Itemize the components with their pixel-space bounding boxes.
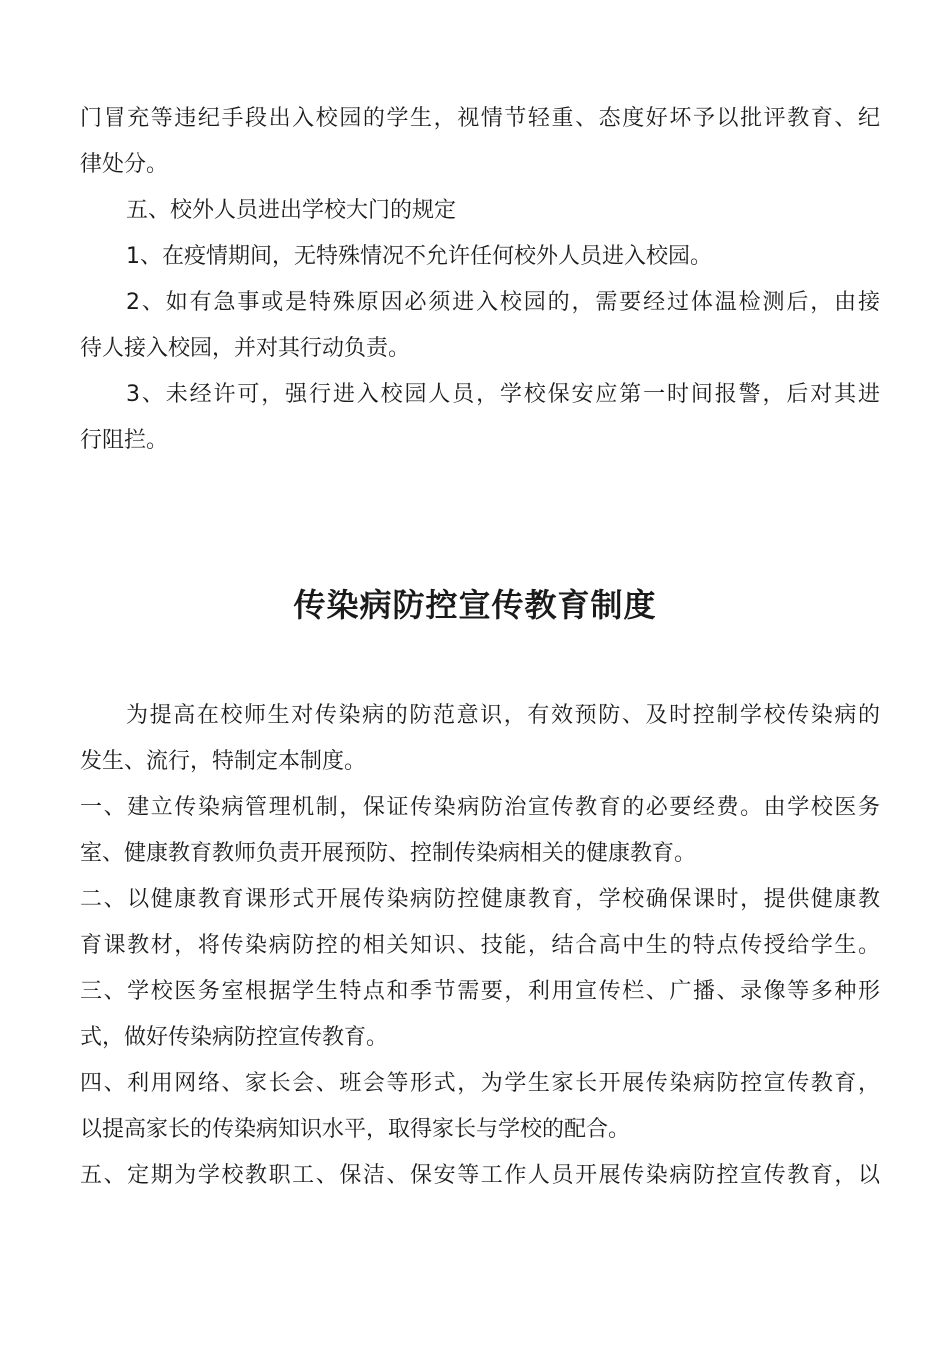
section-heading-visitors: 五、校外人员进出学校大门的规定: [126, 198, 457, 223]
rule-1-line: 室、健康教育教师负责开展预防、控制传染病相关的健康教育。: [80, 841, 697, 866]
visitor-rule-2-line: 2、如有急事或是特殊原因必须进入校园的，需要经过体温检测后，由接: [126, 290, 880, 315]
rule-1-line: 一、建立传染病管理机制，保证传染病防治宣传教育的必要经费。由学校医务: [80, 795, 880, 820]
rule-5-line: 五、定期为学校教职工、保洁、保安等工作人员开展传染病防控宣传教育，以: [80, 1163, 880, 1188]
rule-3-line: 三、学校医务室根据学生特点和季节需要，利用宣传栏、广播、录像等多种形: [80, 979, 880, 1004]
intro-line: 为提高在校师生对传染病的防范意识，有效预防、及时控制学校传染病的: [126, 703, 880, 728]
paragraph-continuation-line: 门冒充等违纪手段出入校园的学生，视情节轻重、态度好坏予以批评教育、纪: [80, 106, 880, 131]
rule-4-line: 以提高家长的传染病知识水平，取得家长与学校的配合。: [80, 1117, 631, 1142]
rule-2-line: 育课教材，将传染病防控的相关知识、技能，结合高中生的特点传授给学生。: [80, 933, 880, 958]
intro-line: 发生、流行，特制定本制度。: [80, 749, 367, 774]
rule-3-line: 式，做好传染病防控宣传教育。: [80, 1025, 389, 1050]
rule-4-line: 四、利用网络、家长会、班会等形式，为学生家长开展传染病防控宣传教育，: [80, 1071, 880, 1096]
document-title: 传染病防控宣传教育制度: [293, 586, 657, 624]
paragraph-continuation-line: 律处分。: [80, 152, 169, 177]
visitor-rule-3-line: 行阻拦。: [80, 428, 169, 453]
visitor-rule-2-line: 待人接入校园，并对其行动负责。: [80, 336, 411, 361]
visitor-rule-1: 1、在疫情期间，无特殊情况不允许任何校外人员进入校园。: [126, 244, 712, 269]
visitor-rule-3-line: 3、未经许可，强行进入校园人员，学校保安应第一时间报警，后对其进: [126, 382, 880, 407]
rule-2-line: 二、以健康教育课形式开展传染病防控健康教育，学校确保课时，提供健康教: [80, 887, 880, 912]
